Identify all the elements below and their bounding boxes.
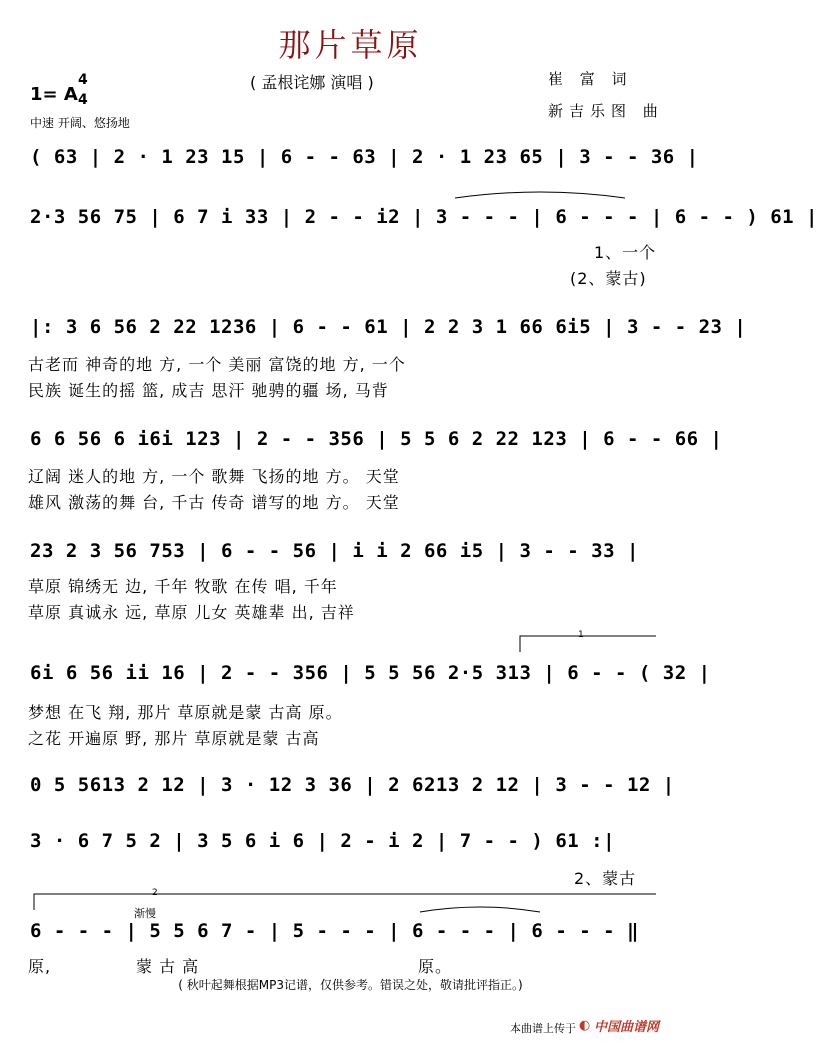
score-line-9: 6 - - - | 5 5 6 7 - | 5 - - - | 6 - - - | 6 - - - ‖ [30,920,639,942]
lyric-line-3-verse-1: 古老而 神奇的地 方, 一个 美丽 富饶的地 方, 一个 [28,355,406,374]
transcription-note: ( 秋叶起舞根据MP3记谱，仅供参考。错误之处，敬请批评指正。) [178,978,523,992]
verse-cue-1: 1、一个 [594,243,657,262]
song-title: 那片草原 [278,26,423,64]
second-ending-bracket [34,894,656,910]
first-ending-bracket [520,636,656,652]
second-ending-number: 2 [152,888,158,898]
score-line-1: ( 63 | 2 · 1 23 15 | 6 - - 63 | 2 · 1 23 65 | 3 - - 36 | [30,146,699,168]
upload-notice: 本曲谱上传于 [510,1022,576,1035]
ritardando-mark: 渐慢 [134,907,156,920]
lyric-line-9-b: 蒙 古 高 [136,957,200,976]
score-line-7: 0 5 5613 2 12 | 3 · 12 3 36 | 2 6213 2 12 | 3 - - 12 | [30,774,675,796]
composer-credit: 新吉乐图 曲 [548,102,664,120]
lyric-line-6-verse-2: 之花 开遍原 野, 那片 草原就是蒙 古高 [28,729,320,748]
score-line-3: |: 3 6 56 2 22 1236 | 6 - - 61 | 2 2 3 1 66 6i5 | 3 - - 23 | [30,316,747,338]
time-signature-bottom: 4 [78,92,88,108]
tie-arc-line2 [455,192,625,198]
score-line-5: 23 2 3 56 753 | 6 - - 56 | i i 2 66 i5 | 3 - - 33 | [30,540,639,562]
tempo-marking: 中速 开阔、悠扬地 [30,116,130,130]
lyric-line-3-verse-2: 民族 诞生的摇 篮, 成吉 思汗 驰骋的疆 场, 马背 [28,381,389,400]
score-line-6: 6i 6 56 ii 16 | 2 - - 356 | 5 5 56 2·5 313 | 6 - - ( 32 | [30,662,711,684]
verse-cue-3: 2、蒙古 [574,869,637,888]
score-line-4: 6 6 56 6 i6i 123 | 2 - - 356 | 5 5 6 2 22 123 | 6 - - 66 | [30,428,723,450]
lyricist-credit: 崔 富 词 [548,70,633,88]
tie-arc-line9 [420,907,540,912]
site-logo-icon: ◐ [579,1018,591,1033]
time-signature-top: 4 [78,72,88,88]
score-line-8: 3 · 6 7 5 2 | 3 5 6 i 6 | 2 - i 2 | 7 - - ) 61 :| [30,830,616,852]
key-signature: 1= A [30,84,78,105]
lyric-line-9-c: 原。 [418,957,453,976]
lyric-line-9-a: 原, [28,957,52,976]
lyric-line-4-verse-2: 雄风 激荡的舞 台, 千古 传奇 谱写的地 方。 天堂 [28,493,400,512]
score-line-2: 2·3 56 75 | 6 7 i 33 | 2 - - i2 | 3 - - - | 6 - - - | 6 - - ) 61 | [30,206,818,228]
first-ending-number: 1 [578,630,584,640]
singer-credit: ( 孟根诧娜 演唱 ) [250,73,374,92]
lyric-line-5-verse-1: 草原 锦绣无 边, 千年 牧歌 在传 唱, 千年 [28,577,338,596]
verse-cue-2: (2、蒙古) [570,269,647,288]
lyric-line-6-verse-1: 梦想 在飞 翔, 那片 草原就是蒙 古高 原。 [28,703,343,722]
lyric-line-4-verse-1: 辽阔 迷人的地 方, 一个 歌舞 飞扬的地 方。 天堂 [28,467,400,486]
lyric-line-5-verse-2: 草原 真诚永 远, 草原 儿女 英雄辈 出, 吉祥 [28,603,355,622]
site-logo[interactable]: 中国曲谱网 [594,1020,660,1035]
